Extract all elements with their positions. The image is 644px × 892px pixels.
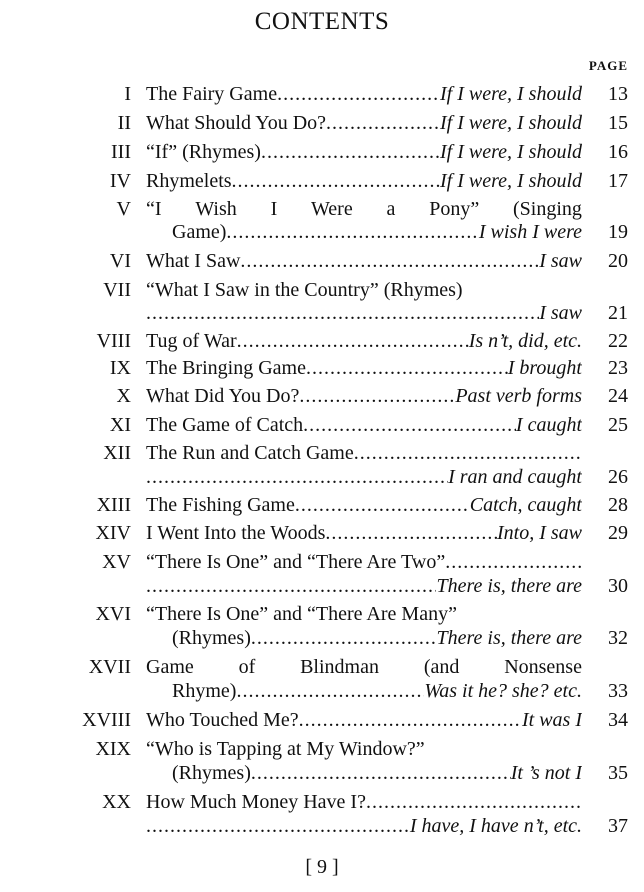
chapter-title: The Game of Catch	[146, 414, 304, 436]
page-number: 30	[608, 575, 628, 597]
chapter-hint: If I were, I should	[439, 112, 582, 134]
chapter-hint: It ’s not I	[510, 762, 582, 784]
chapter-hint: I brought	[507, 357, 582, 379]
page-number: 23	[608, 357, 628, 379]
chapter-number: XIX	[95, 738, 131, 760]
chapter-hint: It was I	[522, 709, 582, 731]
chapter-hint: I saw	[539, 250, 582, 272]
chapter-number: XVII	[88, 656, 131, 678]
chapter-title: “I Wish I Were a Pony” (Singing	[146, 198, 582, 220]
chapter-hint: Was it he? she? etc.	[424, 680, 582, 702]
page-number: 24	[608, 385, 628, 407]
chapter-hint: There is, there are	[436, 627, 582, 649]
chapter-title: The Fairy Game	[146, 83, 278, 105]
chapter-number: XI	[109, 414, 131, 436]
chapter-number: XX	[102, 791, 131, 813]
chapter-number: IV	[109, 170, 131, 192]
chapter-title: “There Is One” and “There Are Many”	[146, 603, 457, 625]
page-number: 34	[608, 709, 628, 731]
chapter-number: XIII	[96, 494, 131, 516]
chapter-number: XIV	[95, 522, 131, 544]
chapter-number: V	[116, 198, 131, 220]
chapter-title: Rhymelets	[146, 170, 232, 192]
chapter-title: How Much Money Have I?	[146, 791, 366, 813]
chapter-number: XV	[102, 551, 131, 573]
chapter-hint: If I were, I should	[439, 83, 582, 105]
chapter-hint: Into, I saw	[497, 522, 582, 544]
chapter-title-continued: Game)	[172, 221, 227, 243]
chapter-number: XII	[103, 442, 131, 464]
page-number: 13	[608, 83, 628, 105]
chapter-number: III	[111, 141, 131, 163]
chapter-number: VI	[109, 250, 131, 272]
page-number: 19	[608, 221, 628, 243]
page-number: 15	[608, 112, 628, 134]
chapter-title-continued: (Rhymes)	[172, 762, 251, 784]
chapter-number: II	[117, 112, 131, 134]
page-number: 17	[608, 170, 628, 192]
folio: [ 9 ]	[305, 856, 339, 878]
page-number: 16	[608, 141, 628, 163]
chapter-hint: If I were, I should	[439, 141, 582, 163]
chapter-hint: I saw	[539, 302, 582, 324]
chapter-number: XVIII	[82, 709, 131, 731]
chapter-title-continued: (Rhymes)	[172, 627, 251, 649]
chapter-hint: I caught	[515, 414, 582, 436]
contents-heading: CONTENTS	[254, 8, 390, 35]
chapter-number: X	[116, 385, 131, 407]
chapter-title: What Should You Do?	[146, 112, 327, 134]
chapter-title: “There Is One” and “There Are Two”	[146, 551, 446, 573]
chapter-title: Game of Blindman (and Nonsense	[146, 656, 582, 678]
chapter-hint: I ran and caught	[448, 466, 582, 488]
chapter-number: IX	[109, 357, 131, 379]
chapter-hint: I have, I have n’t, etc.	[409, 815, 582, 837]
chapter-title: The Fishing Game	[146, 494, 295, 516]
chapter-number: I	[124, 83, 131, 105]
page-number: 33	[608, 680, 628, 702]
chapter-hint: If I were, I should	[439, 170, 582, 192]
chapter-title: The Run and Catch Game	[146, 442, 354, 464]
chapter-hint: Past verb forms	[455, 385, 582, 407]
page-number: 26	[608, 466, 628, 488]
page-number: 25	[608, 414, 628, 436]
page-number: 28	[608, 494, 628, 516]
chapter-number: VIII	[96, 330, 131, 352]
page-number: 21	[608, 302, 628, 324]
chapter-hint: I wish I were	[478, 221, 582, 243]
chapter-number: VII	[103, 279, 131, 301]
page-column-label: PAGE	[588, 58, 628, 73]
page-number: 22	[608, 330, 628, 352]
chapter-number: XVI	[95, 603, 131, 625]
chapter-title-continued: Rhyme)	[172, 680, 237, 702]
page-number: 29	[608, 522, 628, 544]
chapter-title: What Did You Do?	[146, 385, 300, 407]
chapter-hint: There is, there are	[436, 575, 582, 597]
page-number: 35	[608, 762, 628, 784]
chapter-hint: Is n’t, did, etc.	[468, 330, 582, 352]
page-number: 37	[608, 815, 628, 837]
chapter-title: “What I Saw in the Country” (Rhymes)	[146, 279, 463, 301]
chapter-title: “If” (Rhymes)	[146, 141, 261, 163]
page-number: 20	[608, 250, 628, 272]
chapter-title: Who Touched Me?	[146, 709, 299, 731]
chapter-hint: Catch, caught	[469, 494, 582, 516]
chapter-title: The Bringing Game	[146, 357, 306, 379]
page-number: 32	[608, 627, 628, 649]
chapter-title: “Who is Tapping at My Window?”	[146, 738, 425, 760]
chapter-title: What I Saw	[146, 250, 241, 272]
chapter-title: Tug of War	[146, 330, 237, 352]
chapter-title: I Went Into the Woods	[146, 522, 326, 544]
